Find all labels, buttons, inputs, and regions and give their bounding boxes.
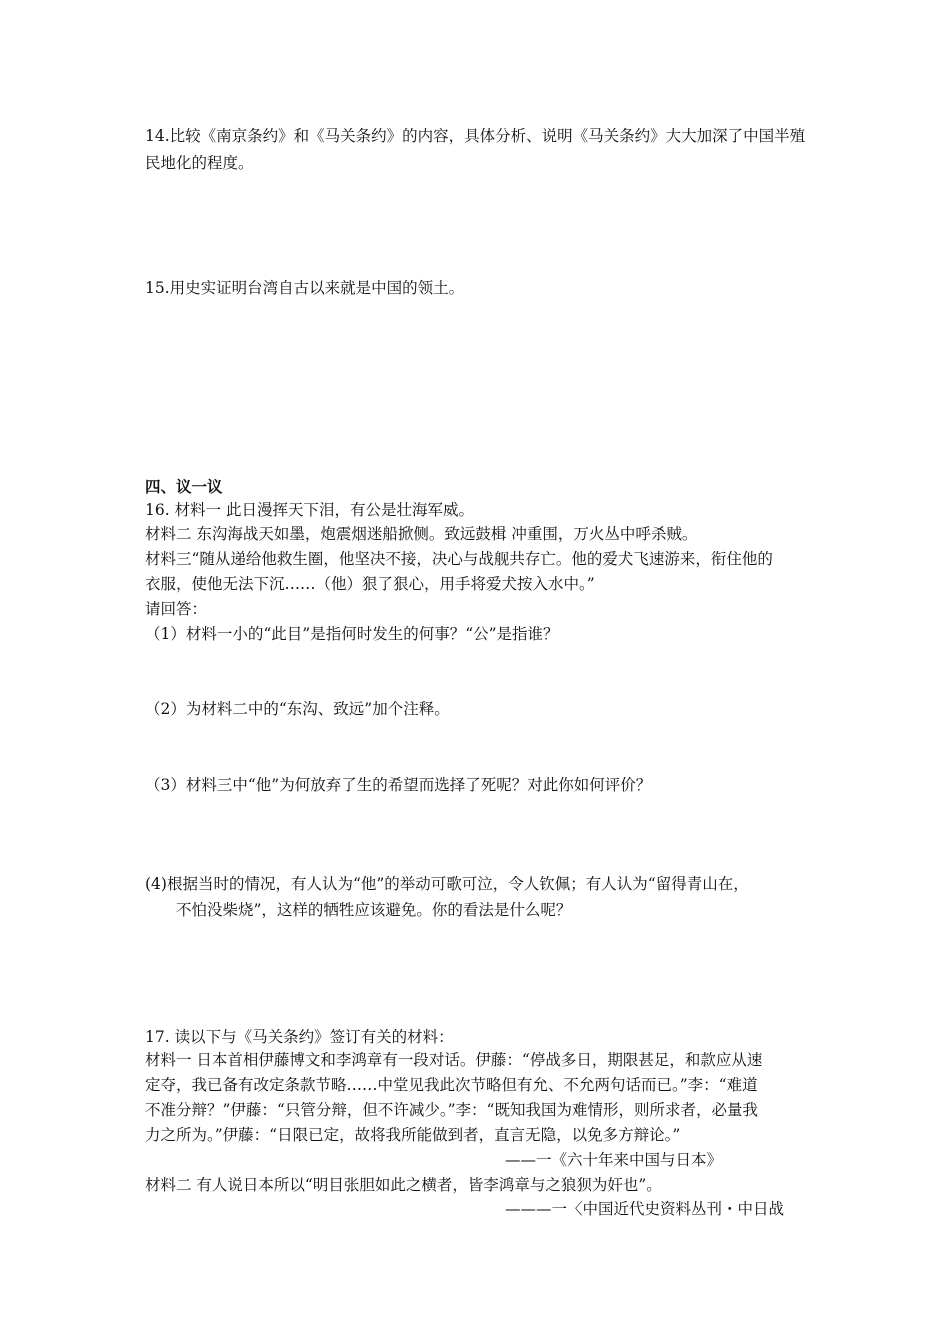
- q16-prompt: 请回答：: [145, 600, 208, 618]
- q16-sub-4-line-2: 不怕没柴烧”，这样的牺牲应该避免。你的看法是什么呢？: [176, 901, 572, 919]
- q14-line-1: 14.比较《南京条约》和《马关条约》的内容，具体分析、说明《马关条约》大大加深了中国半殖: [145, 127, 806, 145]
- q16-sub-2: （2）为材料二中的“东沟、致远”加个注释。: [145, 700, 450, 718]
- q17-line-1: 17. 读以下与《马关条约》签订有关的材料：: [145, 1028, 454, 1046]
- q15-line-1: 15.用史实证明台湾自古以来就是中国的领土。: [145, 279, 465, 297]
- q16-sub-4-line-1: (4)根据当时的情况，有人认为“他”的举动可歌可泣，令人钦佩；有人认为“留得青山在，: [145, 875, 749, 893]
- q17-line-5: 力之所为。”伊藤：“日限已定，故将我所能做到者，直言无隐，以免多方辩论。”: [145, 1126, 681, 1144]
- q16-line-1: 16. 材料一 此日漫挥天下泪，有公是壮海军威。: [145, 501, 475, 519]
- q17-line-2: 材料一 日本首相伊藤博文和李鸿章有一段对话。伊藤：“停战多日，期限甚足，和款应从速: [145, 1051, 763, 1069]
- q16-sub-3: （3）材料三中“他”为何放弃了生的希望而选择了死呢？对此你如何评价？: [145, 776, 652, 794]
- section-heading: 四、议一议: [145, 477, 223, 496]
- q17-line-3: 定夺，我已备有改定条款节略……中堂见我此次节略但有允、不允两句话而已。”李：“难道: [145, 1076, 758, 1094]
- q16-sub-1: （1）材料一小的“此目”是指何时发生的何事？“公”是指谁？: [145, 625, 559, 643]
- q17-source-2: ———一〈中国近代史资料丛刊・中日战: [505, 1200, 785, 1218]
- q16-line-4: 衣服，使他无法下沉……（他）狠了狠心，用手将爱犬按入水中。”: [145, 575, 595, 593]
- q17-line-6: 材料二 有人说日本所以“明目张胆如此之横者，皆李鸿章与之狼狈为奸也”。: [145, 1176, 662, 1194]
- q17-line-4: 不准分辩？”伊藤：“只管分辩，但不许减少。”李：“既知我国为难情形，则所求者，必量我: [145, 1101, 758, 1119]
- q16-line-2: 材料二 东沟海战天如墨，炮震烟迷船掀侧。致远鼓楫 冲重围，万火丛中呼杀贼。: [145, 525, 698, 543]
- q16-line-3: 材料三“随从递给他救生圈，他坚决不接，决心与战舰共存亡。他的爱犬飞速游来，衔住他的: [145, 550, 773, 568]
- q14-line-2: 民地化的程度。: [145, 154, 254, 172]
- q17-source-1: ——一《六十年来中国与日本》: [505, 1151, 723, 1169]
